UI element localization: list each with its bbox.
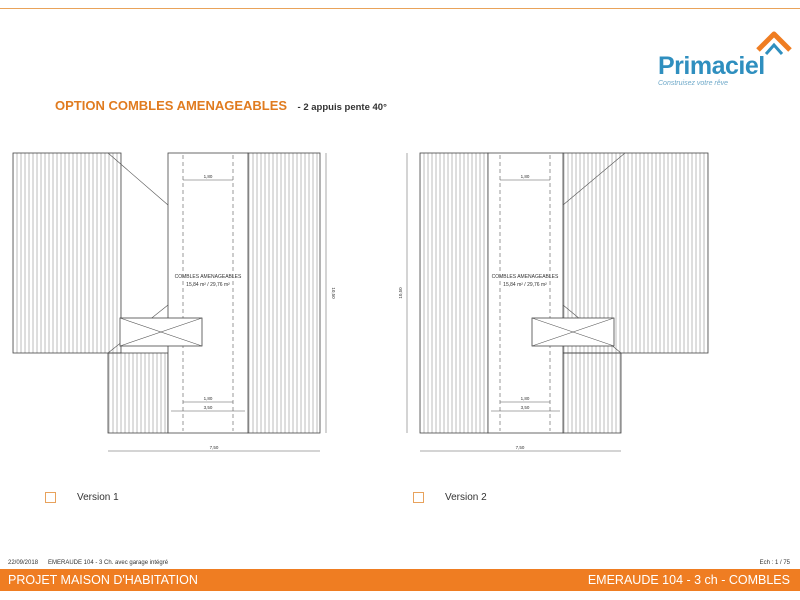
room-area: 15,84 m² / 29,76 m² [503, 282, 547, 288]
footer-model-desc: EMERAUDE 104 - 3 Ch. avec garage intégré [48, 560, 169, 566]
page-title [55, 97, 387, 115]
room-area: 15,84 m² / 29,76 m² [186, 282, 230, 288]
title-subtitle: - 2 appuis pente 40° [297, 102, 387, 113]
dim-bottom-inner: 1,80 [520, 396, 530, 401]
dim-bottom-inner: 1,80 [203, 396, 213, 401]
dim-bottom-outer: 3,50 [203, 405, 213, 410]
stair-opening [120, 318, 202, 346]
room-label: COMBLES AMENAGEABLES [174, 274, 242, 280]
floor-plan-version-2 [395, 145, 725, 465]
dim-total-width: 7,50 [515, 445, 525, 450]
roof-outline [13, 153, 320, 433]
dim-total-height: 10,50 [331, 287, 336, 299]
dim-top: 1,80 [203, 174, 213, 179]
room-label: COMBLES AMENAGEABLES [491, 274, 559, 280]
brand-name: Primaciel [658, 52, 765, 80]
stair-opening [532, 318, 614, 346]
footer-project: PROJET MAISON D'HABITATION [8, 573, 198, 587]
brand-tagline: Construisez votre rêve [658, 80, 729, 87]
dim-bottom-outer: 3,50 [520, 405, 530, 410]
brand-logo [652, 30, 792, 94]
footer-scale: Ech : 1 / 75 [759, 560, 790, 566]
dim-top: 1,80 [520, 174, 530, 179]
dim-total-height: 10,50 [398, 287, 403, 299]
top-divider [0, 8, 800, 9]
footer-model: EMERAUDE 104 - 3 ch - COMBLES [587, 573, 790, 587]
version-2-label: Version 2 [445, 492, 487, 503]
footer-date: 22/09/2018 [8, 560, 39, 566]
version-1-checkbox[interactable] [45, 492, 56, 503]
footer-bar [0, 569, 800, 591]
floor-plan-version-1 [8, 145, 338, 465]
roof-outline [420, 153, 708, 433]
version-2-checkbox[interactable] [413, 492, 424, 503]
title-main: OPTION COMBLES AMENAGEABLES [55, 98, 288, 113]
dim-total-width: 7,50 [209, 445, 219, 450]
version-1-label: Version 1 [77, 492, 119, 503]
